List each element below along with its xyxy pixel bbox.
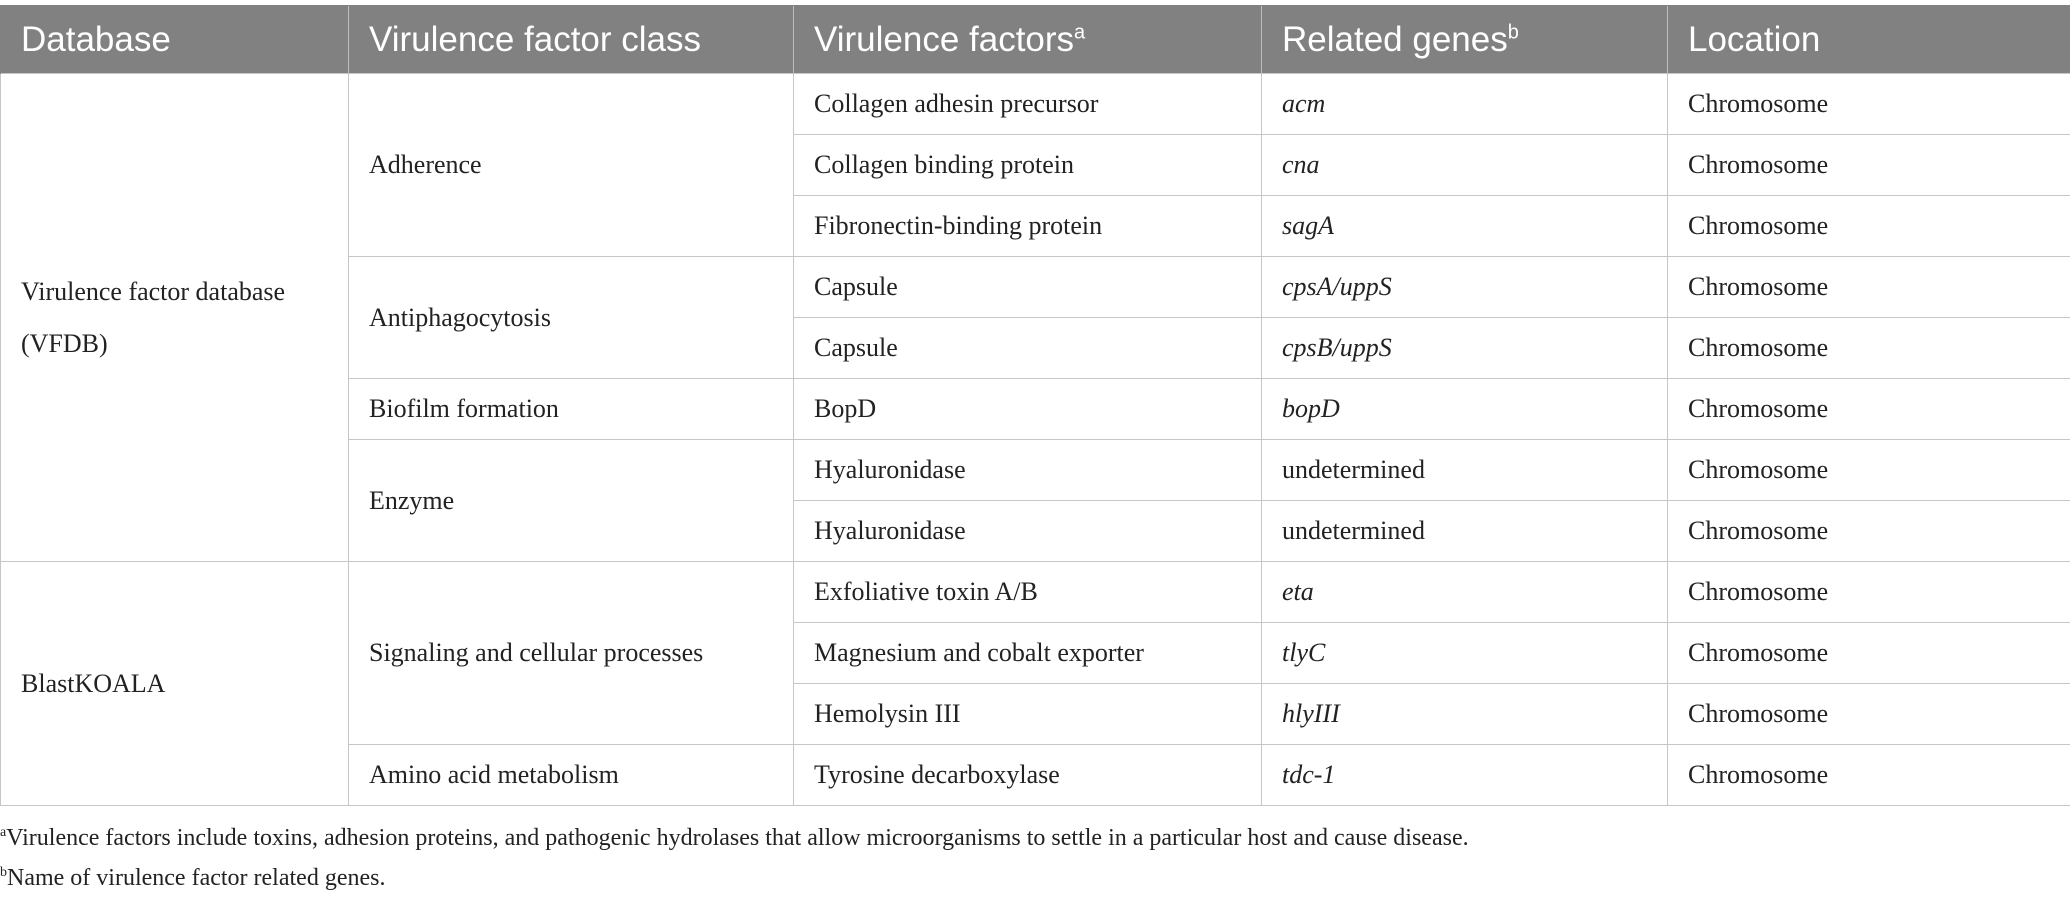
class-cell-enzyme: Enzyme bbox=[349, 440, 794, 562]
database-cell-blastkoala: BlastKOALA bbox=[1, 562, 349, 806]
header-related-genes: Related genes$^b$ bbox=[1262, 6, 1668, 74]
class-cell-amino-acid: Amino acid metabolism bbox=[349, 745, 794, 806]
footnote-a-mark: a bbox=[0, 825, 7, 840]
header-location: Location bbox=[1668, 6, 2070, 74]
location-cell: Chromosome bbox=[1668, 379, 2070, 440]
factor-cell: Magnesium and cobalt exporter bbox=[794, 623, 1262, 684]
footnote-mark-b: b bbox=[1507, 20, 1519, 43]
database-cell-vfdb: Virulence factor database (VFDB) bbox=[1, 74, 349, 562]
footnote-mark-a: a bbox=[1074, 20, 1086, 43]
gene-cell: acm bbox=[1262, 74, 1668, 135]
header-database: Database bbox=[1, 6, 349, 74]
footnote-a bbox=[0, 818, 2070, 858]
factor-cell: Collagen adhesin precursor bbox=[794, 74, 1262, 135]
table-row bbox=[1, 562, 2070, 623]
location-cell: Chromosome bbox=[1668, 501, 2070, 562]
class-cell-signaling: Signaling and cellular processes bbox=[349, 562, 794, 745]
header-virulence-factors: Virulence factors$^a$ bbox=[794, 6, 1262, 74]
gene-cell: hlyIII bbox=[1262, 684, 1668, 745]
gene-cell: cna bbox=[1262, 135, 1668, 196]
gene-cell: bopD bbox=[1262, 379, 1668, 440]
table-body bbox=[1, 74, 2070, 806]
location-cell: Chromosome bbox=[1668, 562, 2070, 623]
footnote-b-text: Name of virulence factor related genes. bbox=[7, 865, 386, 891]
location-cell: Chromosome bbox=[1668, 257, 2070, 318]
footnote-b-mark: b bbox=[0, 865, 7, 880]
gene-cell: tlyC bbox=[1262, 623, 1668, 684]
gene-cell: eta bbox=[1262, 562, 1668, 623]
factor-cell: Tyrosine decarboxylase bbox=[794, 745, 1262, 806]
factor-cell: BopD bbox=[794, 379, 1262, 440]
virulence-factor-table bbox=[0, 5, 2070, 806]
location-cell: Chromosome bbox=[1668, 684, 2070, 745]
factor-cell: Exfoliative toxin A/B bbox=[794, 562, 1262, 623]
location-cell: Chromosome bbox=[1668, 74, 2070, 135]
factor-cell: Hyaluronidase bbox=[794, 440, 1262, 501]
location-cell: Chromosome bbox=[1668, 623, 2070, 684]
location-cell: Chromosome bbox=[1668, 440, 2070, 501]
header-vf-class: Virulence factor class bbox=[349, 6, 794, 74]
location-cell: Chromosome bbox=[1668, 196, 2070, 257]
factor-cell: Fibronectin-binding protein bbox=[794, 196, 1262, 257]
header-row bbox=[1, 6, 2070, 74]
class-cell-adherence: Adherence bbox=[349, 74, 794, 257]
gene-cell: sagA bbox=[1262, 196, 1668, 257]
gene-cell: undetermined bbox=[1262, 501, 1668, 562]
factor-cell: Collagen binding protein bbox=[794, 135, 1262, 196]
virulence-factor-table-container bbox=[0, 5, 2070, 806]
footnote-b bbox=[0, 858, 2070, 898]
gene-cell: cpsA/uppS bbox=[1262, 257, 1668, 318]
factor-cell: Capsule bbox=[794, 318, 1262, 379]
table-header bbox=[1, 6, 2070, 74]
factor-cell: Capsule bbox=[794, 257, 1262, 318]
table-footnotes bbox=[0, 818, 2070, 898]
location-cell: Chromosome bbox=[1668, 135, 2070, 196]
class-cell-antiphagocytosis: Antiphagocytosis bbox=[349, 257, 794, 379]
footnote-a-text: Virulence factors include toxins, adhesion proteins, and pathogenic hydrolases that allow microorganisms to settle in a particular host and cause disease. bbox=[6, 825, 1469, 851]
location-cell: Chromosome bbox=[1668, 745, 2070, 806]
gene-cell: tdc-1 bbox=[1262, 745, 1668, 806]
factor-cell: Hemolysin III bbox=[794, 684, 1262, 745]
class-cell-biofilm: Biofilm formation bbox=[349, 379, 794, 440]
table-row bbox=[1, 74, 2070, 135]
factor-cell: Hyaluronidase bbox=[794, 501, 1262, 562]
gene-cell: undetermined bbox=[1262, 440, 1668, 501]
location-cell: Chromosome bbox=[1668, 318, 2070, 379]
gene-cell: cpsB/uppS bbox=[1262, 318, 1668, 379]
